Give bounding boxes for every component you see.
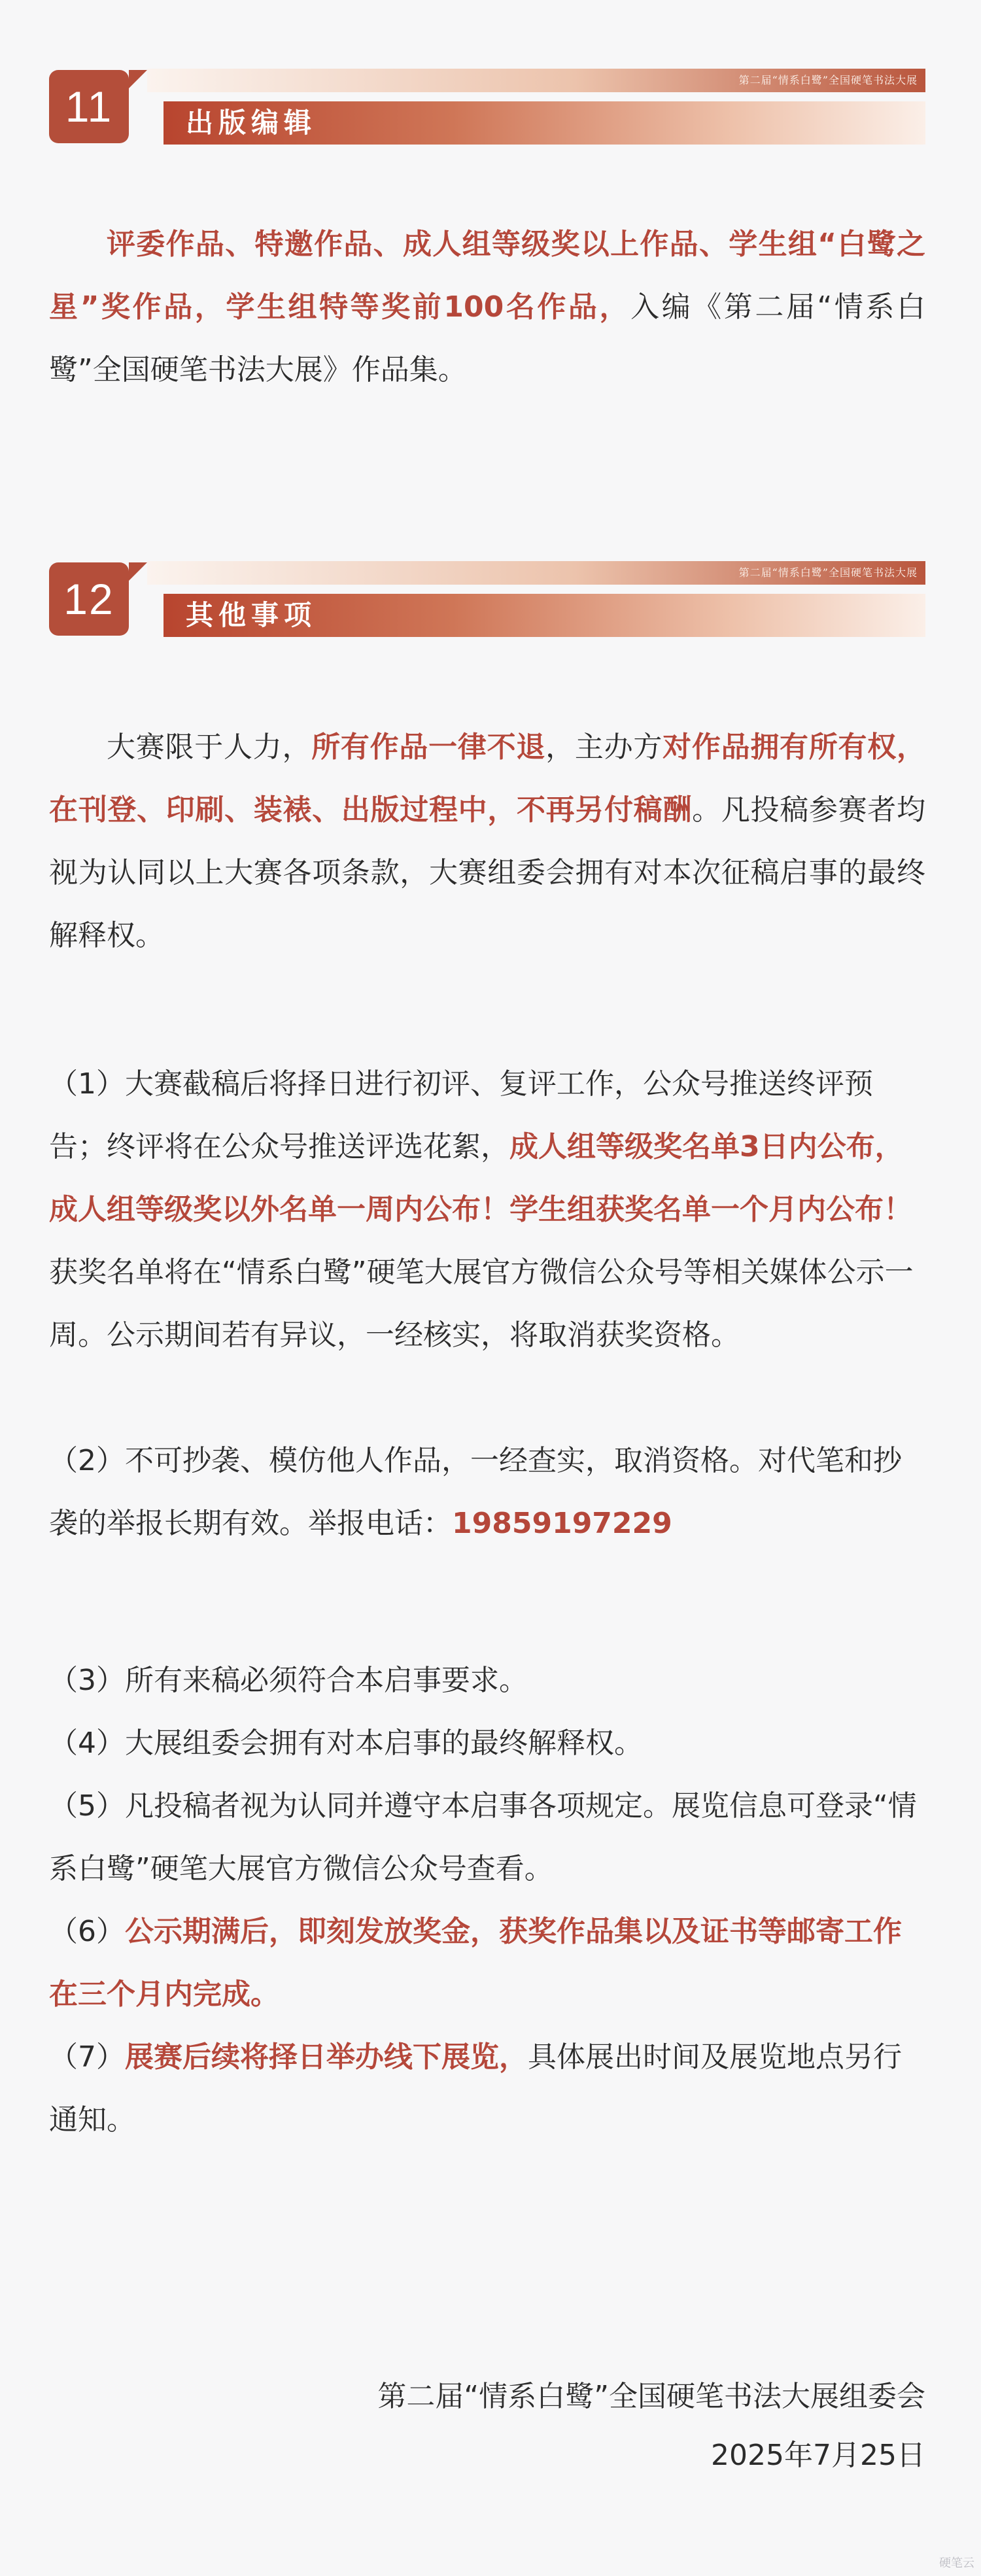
section-11-text: 入编《第二届“情系白鹭”全国硬笔书法大展》作品集。 bbox=[49, 290, 926, 386]
section-11-header bbox=[49, 63, 925, 145]
item-6-b: 公示期满后，即刻发放奖金，获奖作品集以及证书等邮寄工作在三个月内完成。 bbox=[49, 1915, 902, 2011]
section-11-highlight: 评委作品、特邀作品、成人组等级奖以上作品、学生组“白鹭之星”奖作品，学生组特等奖前100名作品， bbox=[49, 228, 925, 324]
p1-part-d: 对作品拥有所有权，在刊登、印刷、装裱、出版过程中，不再另付稿酬 bbox=[49, 730, 926, 827]
item-5: （5）凡投稿者视为认同并遵守本启事各项规定。展览信息可登录“情系白鹭”硬笔大展官方微信公众号查看。 bbox=[49, 1789, 917, 1885]
section-11-paragraph bbox=[49, 213, 925, 402]
watermark: 硬笔云 bbox=[939, 2556, 974, 2569]
section-12-band-text: 第二届“情系白鹭”全国硬笔书法大展 bbox=[738, 566, 918, 579]
section-11-band bbox=[147, 69, 925, 92]
section-12-title-bar bbox=[164, 594, 925, 637]
item-2 bbox=[49, 1430, 925, 1555]
item-7-a: （7） bbox=[49, 2040, 125, 2074]
item-2-phone: 19859197229 bbox=[452, 1507, 672, 1540]
p1-part-c: ，主办方 bbox=[545, 730, 663, 764]
p1-part-b: 所有作品一律不退 bbox=[311, 730, 546, 764]
signature-org: 第二届“情系白鹭”全国硬笔书法大展组委会 bbox=[377, 2380, 925, 2413]
signature-date: 2025年7月25日 bbox=[711, 2439, 925, 2472]
item-7-c: 具体展出时间及展览地点另行通知。 bbox=[49, 2040, 902, 2137]
item-7 bbox=[49, 2026, 925, 2152]
item-6-a: （6） bbox=[49, 1915, 125, 1948]
section-12-header bbox=[49, 556, 925, 638]
section-11-band-text: 第二届“情系白鹭”全国硬笔书法大展 bbox=[738, 74, 918, 86]
section-11-notch bbox=[129, 70, 147, 88]
item-4: （4）大展组委会拥有对本启事的最终解释权。 bbox=[49, 1726, 643, 1760]
section-12-number: 12 bbox=[49, 562, 129, 636]
section-11-title: 出版编辑 bbox=[186, 107, 317, 139]
section-12-title: 其他事项 bbox=[186, 599, 317, 631]
section-12-band bbox=[147, 561, 925, 585]
section-12-notch bbox=[129, 562, 147, 581]
section-12-paragraph bbox=[49, 716, 925, 967]
item-1-c: 获奖名单将在“情系白鹭”硬笔大展官方微信公众号等相关媒体公示一周。公示期间若有异议，一经核实，将取消获奖资格。 bbox=[49, 1256, 914, 1352]
item-6 bbox=[49, 1900, 925, 2026]
p1-part-e: 。凡投稿参赛者均视为认同以上大赛各项条款，大赛组委会拥有对本次征稿启事的最终解释权。 bbox=[49, 793, 925, 952]
section-11-number: 11 bbox=[49, 70, 129, 143]
item-3: （3）所有来稿必须符合本启事要求。 bbox=[49, 1664, 528, 1697]
item-7-b: 展赛后续将择日举办线下展览， bbox=[125, 2040, 528, 2074]
item-2-a: （2）不可抄袭、模仿他人作品，一经查实，取消资格。对代笔和抄袭的举报长期有效。举报电话： bbox=[49, 1444, 902, 1540]
item-1 bbox=[49, 1053, 925, 1367]
item-1-b: 成人组等级奖名单3日内公布，成人组等级奖以外名单一周内公布！学生组获奖名单一个月内公布！ bbox=[49, 1130, 912, 1226]
section-11-title-bar bbox=[164, 101, 925, 145]
p1-part-a: 大赛限于人力， bbox=[107, 730, 312, 764]
item-1-a: （1）大赛截稿后将择日进行初评、复评工作，公众号推送终评预告；终评将在公众号推送评选花絮， bbox=[49, 1067, 873, 1163]
